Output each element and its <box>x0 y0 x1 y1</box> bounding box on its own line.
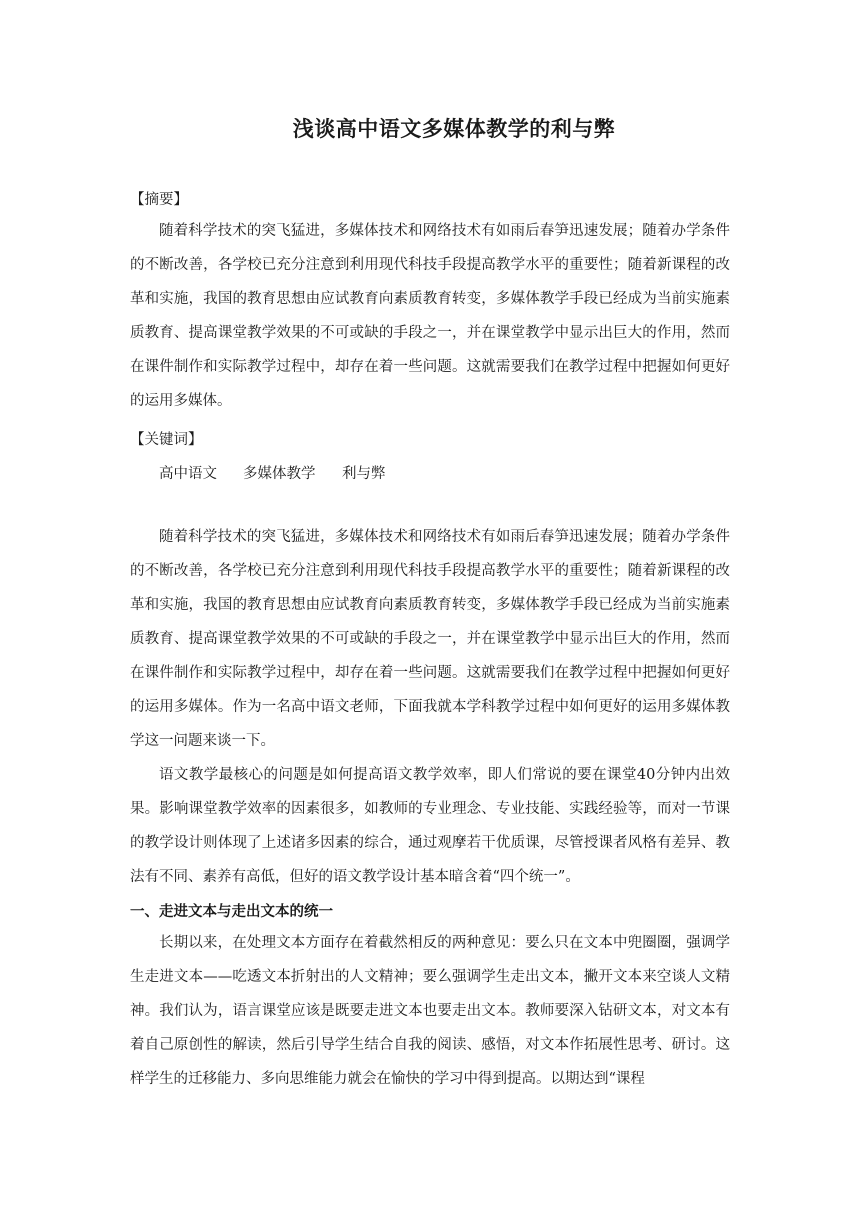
section-heading: 一、走进文本与走出文本的统一 <box>130 903 333 920</box>
keyword-item: 多媒体教学 <box>243 466 316 482</box>
body-paragraph: 语文教学最核心的问题是如何提高语文教学效率，即人们常说的要在课堂40分钟内出效果。影响课堂教学效率的因素很多，如教师的专业理念、专业技能、实践经验等，而对一节课的教学设计则体现了上述诸多因素的综合，通过观摩若干优质课，尽管授课者风格有差异、教法有不同、素养有高低，但好的语文教学设计基本暗含着“四个统一”。 <box>130 767 730 885</box>
intro-paragraph: 随着科学技术的突飞猛进，多媒体技术和网络技术有如雨后春笋迅速发展；随着办学条件的不断改善，各学校已充分注意到利用现代科技手段提高教学水平的重要性；随着新课程的改革和实施，我国的教育思想由应试教育向素质教育转变，多媒体教学手段已经成为当前实施素质教育、提高课堂教学效果的不可或缺的手段之一，并在课堂教学中显示出巨大的作用，然而在课件制作和实际教学过程中，却存在着一些问题。这就需要我们在教学过程中把握如何更好的运用多媒体。作为一名高中语文老师，下面我就本学科教学过程中如何更好的运用多媒体教学这一问题来谈一下。 <box>130 529 730 749</box>
section-paragraph: 长期以来，在处理文本方面存在着截然相反的两种意见：要么只在文本中兜圈圈，强调学生走进文本——吃透文本折射出的人文精神；要么强调学生走出文本，撇开文本来空谈人文精神。我们认为，语言课堂应该是既要走进文本也要走出文本。教师要深入钻研文本，对文本有着自己原创性的解读，然后引导学生结合自我的阅读、感悟，对文本作拓展性思考、研讨。这样学生的迁移能力、多向思维能力就会在愉快的学习中得到提高。以期达到“课程 <box>130 935 730 1087</box>
main-body <box>130 520 730 894</box>
abstract-body <box>130 214 730 418</box>
keywords-label: 【关键词】 <box>130 432 203 448</box>
keyword-item: 高中语文 <box>159 466 217 482</box>
section-body <box>130 926 730 1096</box>
keyword-item: 利与弊 <box>342 466 386 482</box>
abstract-paragraph: 随着科学技术的突飞猛进，多媒体技术和网络技术有如雨后春笋迅速发展；随着办学条件的不断改善，各学校已充分注意到利用现代科技手段提高教学水平的重要性；随着新课程的改革和实施，我国的教育思想由应试教育向素质教育转变，多媒体教学手段已经成为当前实施素质教育、提高课堂教学效果的不可或缺的手段之一，并在课堂教学中显示出巨大的作用，然而在课件制作和实际教学过程中，却存在着一些问题。这就需要我们在教学过程中把握如何更好的运用多媒体。 <box>130 223 730 409</box>
abstract-label: 【摘要】 <box>130 192 188 208</box>
document-title: 浅谈高中语文多媒体教学的利与弊 <box>292 116 616 141</box>
keywords-list <box>159 462 386 483</box>
